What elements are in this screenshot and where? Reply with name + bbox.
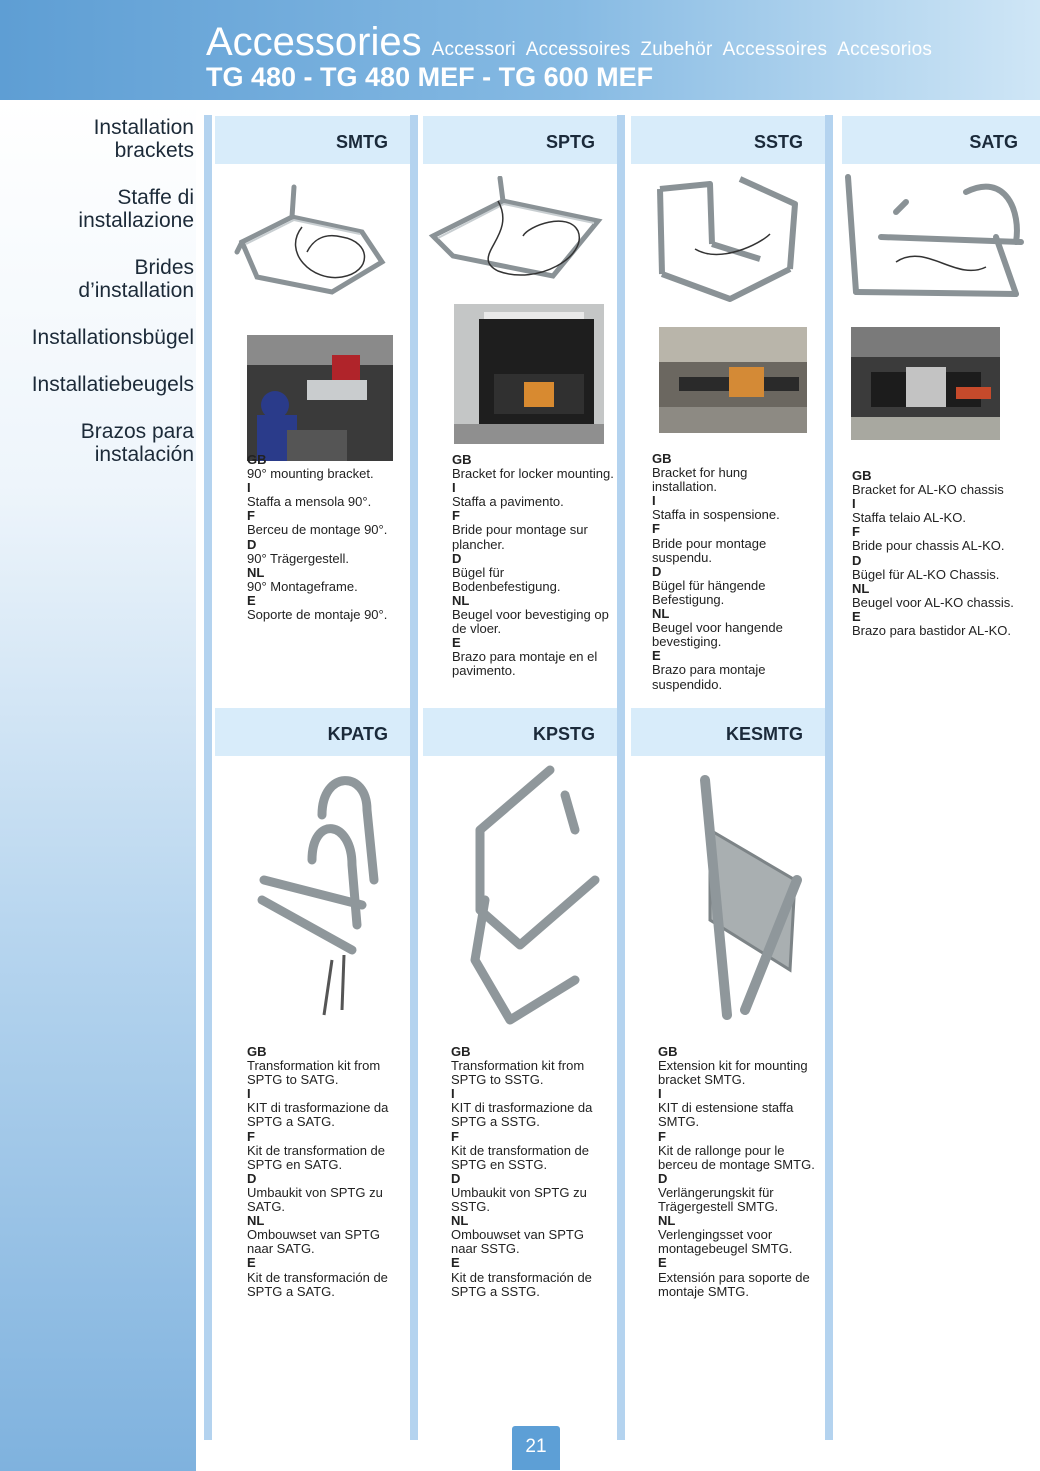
sidebar-labels [4,116,194,490]
title-translation: Zubehör [640,39,713,60]
sidebar [0,100,196,1471]
column-divider [410,115,418,1440]
title-translation: Accesorios [837,39,933,60]
sptg-bracket-image [428,176,613,291]
smtg-description: GB 90° mounting bracket. I Staffa a mensola 90°. F Berceu de montage 90°. D 90° Trägergestell. NL 90° Montageframe. E Soporte de montaje 90°. [247,452,388,623]
product-header-kesmtg: KESMTG [631,708,825,756]
page-number: 21 [512,1426,560,1470]
kpatg-kit-image [252,770,402,1020]
column-divider [204,115,212,1440]
sstg-installed-photo [659,327,807,433]
page-header [0,0,1040,100]
sptg-description: GB Bracket for locker mounting. I Staffa a pavimento. F Bride pour montage sur plancher. D Bügel für Bodenbefestigung. NL Beugel voor bevestiging op de vloer. E Brazo para montaje en el pavimento. [452,452,614,679]
product-header-sptg: SPTG [423,116,617,164]
kpatg-description: GB Transformation kit from SPTG to SATG. I KIT di trasformazione da SPTG a SATG. F Kit de transformation de SPTG en SATG. D Umbaukit von SPTG zu SATG. NL Ombouwset van SPTG naar SATG. E Kit de transformación de SPTG a SATG. [247,1044,389,1299]
sptg-installed-photo [454,304,604,444]
kpstg-kit-image [455,760,605,1025]
sidebar-label-gb: Installation brackets [93,116,194,162]
product-header-sstg: SSTG [631,116,825,164]
kesmtg-description: GB Extension kit for mounting bracket SMTG. I KIT di estensione staffa SMTG. F Kit de rallonge pour le berceu de montage SMTG. D Verlängerungskit für Trägergestell SMTG. NL Verlengingsset voor montagebeugel SMTG. E Extensión para soporte de montaje SMTG. [658,1044,815,1299]
title-translation: Accessori [431,39,516,60]
column-divider [825,115,833,1440]
kpstg-description: GB Transformation kit from SPTG to SSTG. I KIT di trasformazione da SPTG a SSTG. F Kit de transformation de SPTG en SSTG. D Umbaukit von SPTG zu SSTG. NL Ombouwset van SPTG naar SSTG. E Kit de transformación de SPTG a SSTG. [451,1044,593,1299]
sstg-bracket-image [650,174,810,309]
page-title: Accessories Accessori Accessoires Zubehör Accessoires Accesorios [206,20,933,64]
sidebar-label-d: Installationsbügel [31,326,194,349]
smtg-bracket-image [222,182,402,307]
satg-installed-photo [851,327,1000,440]
sidebar-label-f: Brides d’installation [78,256,194,302]
page-subtitle: TG 480 - TG 480 MEF - TG 600 MEF [206,62,654,92]
product-header-satg: SATG [842,116,1040,164]
sstg-description: GB Bracket for hung installation. I Staffa in sospensione. F Bride pour montage suspendu. D Bügel für hängende Befestigung. NL Beugel voor hangende bevestiging. E Brazo para montaje suspendido. [652,451,783,692]
satg-description: GB Bracket for AL-KO chassis I Staffa telaio AL-KO. F Bride pour chassis AL-KO. D Bügel für AL-KO Chassis. NL Beugel voor AL-KO chassis. E Brazo para bastidor AL-KO. [852,468,1014,639]
title-translation: Accessoires [525,39,631,60]
sidebar-label-e: Brazos para instalación [80,420,194,466]
title-translation: Accessoires [722,39,828,60]
smtg-installed-photo [247,335,393,461]
product-header-smtg: SMTG [215,116,410,164]
column-divider [617,115,625,1440]
kesmtg-kit-image [665,770,815,1020]
product-header-kpstg: KPSTG [423,708,617,756]
sidebar-label-i: Staffe di installazione [78,186,194,232]
sidebar-label-nl: Installatiebeugels [31,373,194,396]
product-header-kpatg: KPATG [215,708,410,756]
satg-bracket-image [836,172,1031,307]
